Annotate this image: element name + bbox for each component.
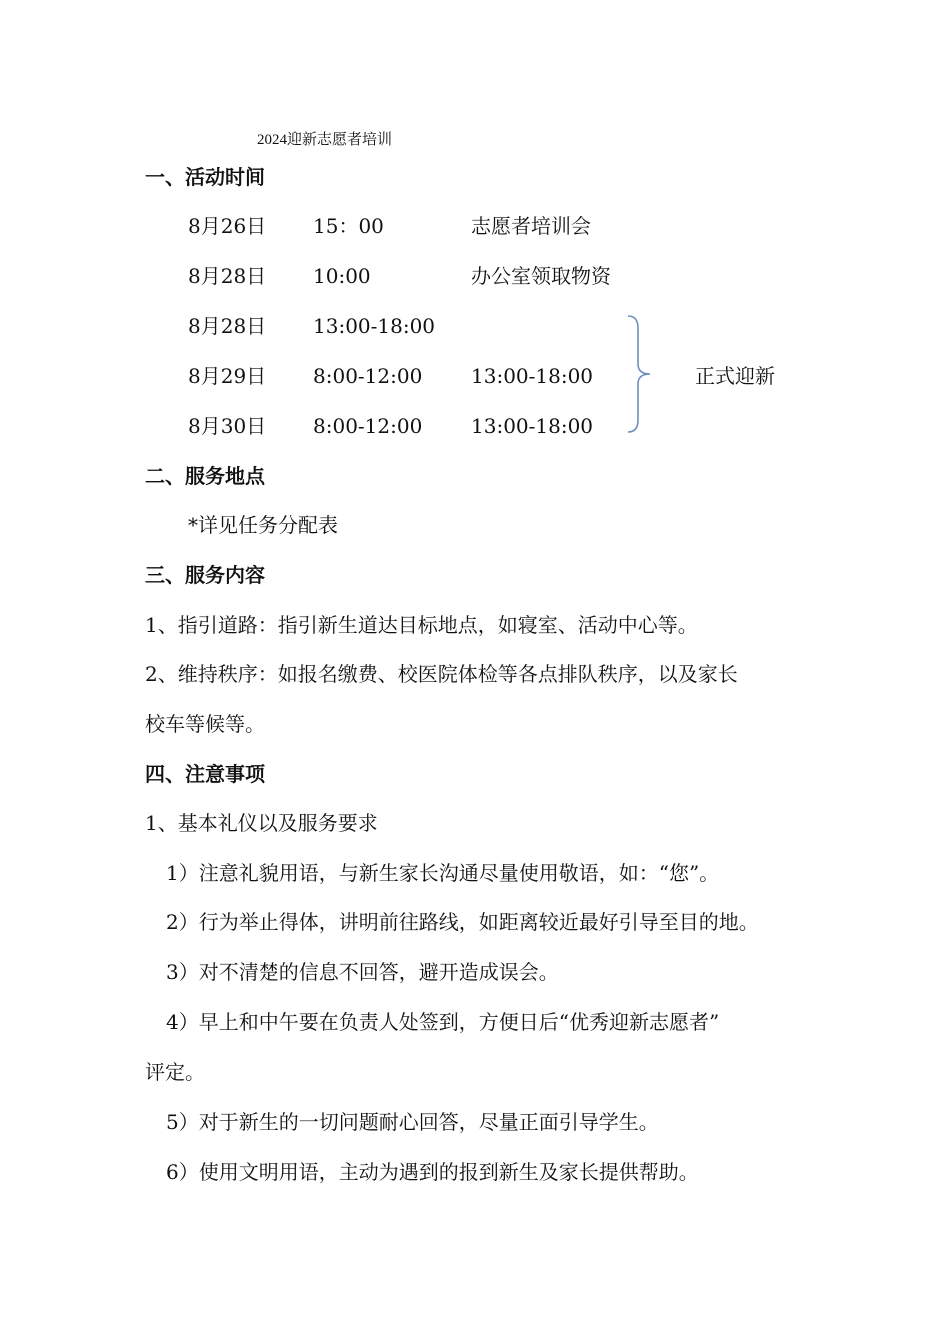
content-item: 1、指引道路：指引新生道达目标地点，如寝室、活动中心等。 xyxy=(145,613,698,637)
section-heading-activity-time: 一、活动时间 xyxy=(145,165,265,189)
schedule-time-afternoon: 13:00-18:00 xyxy=(471,414,594,438)
schedule-date: 8月28日 xyxy=(188,314,267,338)
section-heading-notes: 四、注意事项 xyxy=(145,762,265,786)
schedule-date: 8月28日 xyxy=(188,264,267,288)
notes-item: 1、基本礼仪以及服务要求 xyxy=(145,811,378,835)
section-heading-service-location: 二、服务地点 xyxy=(145,464,265,488)
curly-brace-icon xyxy=(622,314,656,434)
schedule-date: 8月29日 xyxy=(188,364,267,388)
bracket-label: 正式迎新 xyxy=(695,364,775,388)
schedule-time: 15：00 xyxy=(313,214,384,238)
schedule-time: 10:00 xyxy=(313,264,371,288)
location-note: *详见任务分配表 xyxy=(188,513,338,537)
notes-point: 4）早上和中午要在负责人处签到，方便日后“优秀迎新志愿者” xyxy=(166,1010,720,1034)
document-title: 2024迎新志愿者培训 xyxy=(257,132,393,148)
schedule-time-afternoon: 13:00-18:00 xyxy=(471,364,594,388)
schedule-date: 8月30日 xyxy=(188,414,267,438)
schedule-description: 办公室领取物资 xyxy=(471,264,611,288)
schedule-description: 志愿者培训会 xyxy=(471,214,591,238)
schedule-date: 8月26日 xyxy=(188,214,267,238)
notes-point: 6）使用文明用语，主动为遇到的报到新生及家长提供帮助。 xyxy=(166,1160,699,1184)
section-heading-service-content: 三、服务内容 xyxy=(145,563,265,587)
notes-point: 3）对不清楚的信息不回答，避开造成误会。 xyxy=(166,960,559,984)
schedule-time: 8:00-12:00 xyxy=(313,364,423,388)
schedule-time: 13:00-18:00 xyxy=(313,314,436,338)
content-item: 2、维持秩序：如报名缴费、校医院体检等各点排队秩序，以及家长 xyxy=(145,662,738,686)
schedule-time: 8:00-12:00 xyxy=(313,414,423,438)
notes-point: 1）注意礼貌用语，与新生家长沟通尽量使用敬语，如：“您”。 xyxy=(166,861,720,885)
notes-point-continuation: 评定。 xyxy=(145,1060,205,1084)
notes-point: 2）行为举止得体，讲明前往路线，如距离较近最好引导至目的地。 xyxy=(166,910,759,934)
notes-point: 5）对于新生的一切问题耐心回答，尽量正面引导学生。 xyxy=(166,1110,659,1134)
content-item-continuation: 校车等候等。 xyxy=(145,712,265,736)
